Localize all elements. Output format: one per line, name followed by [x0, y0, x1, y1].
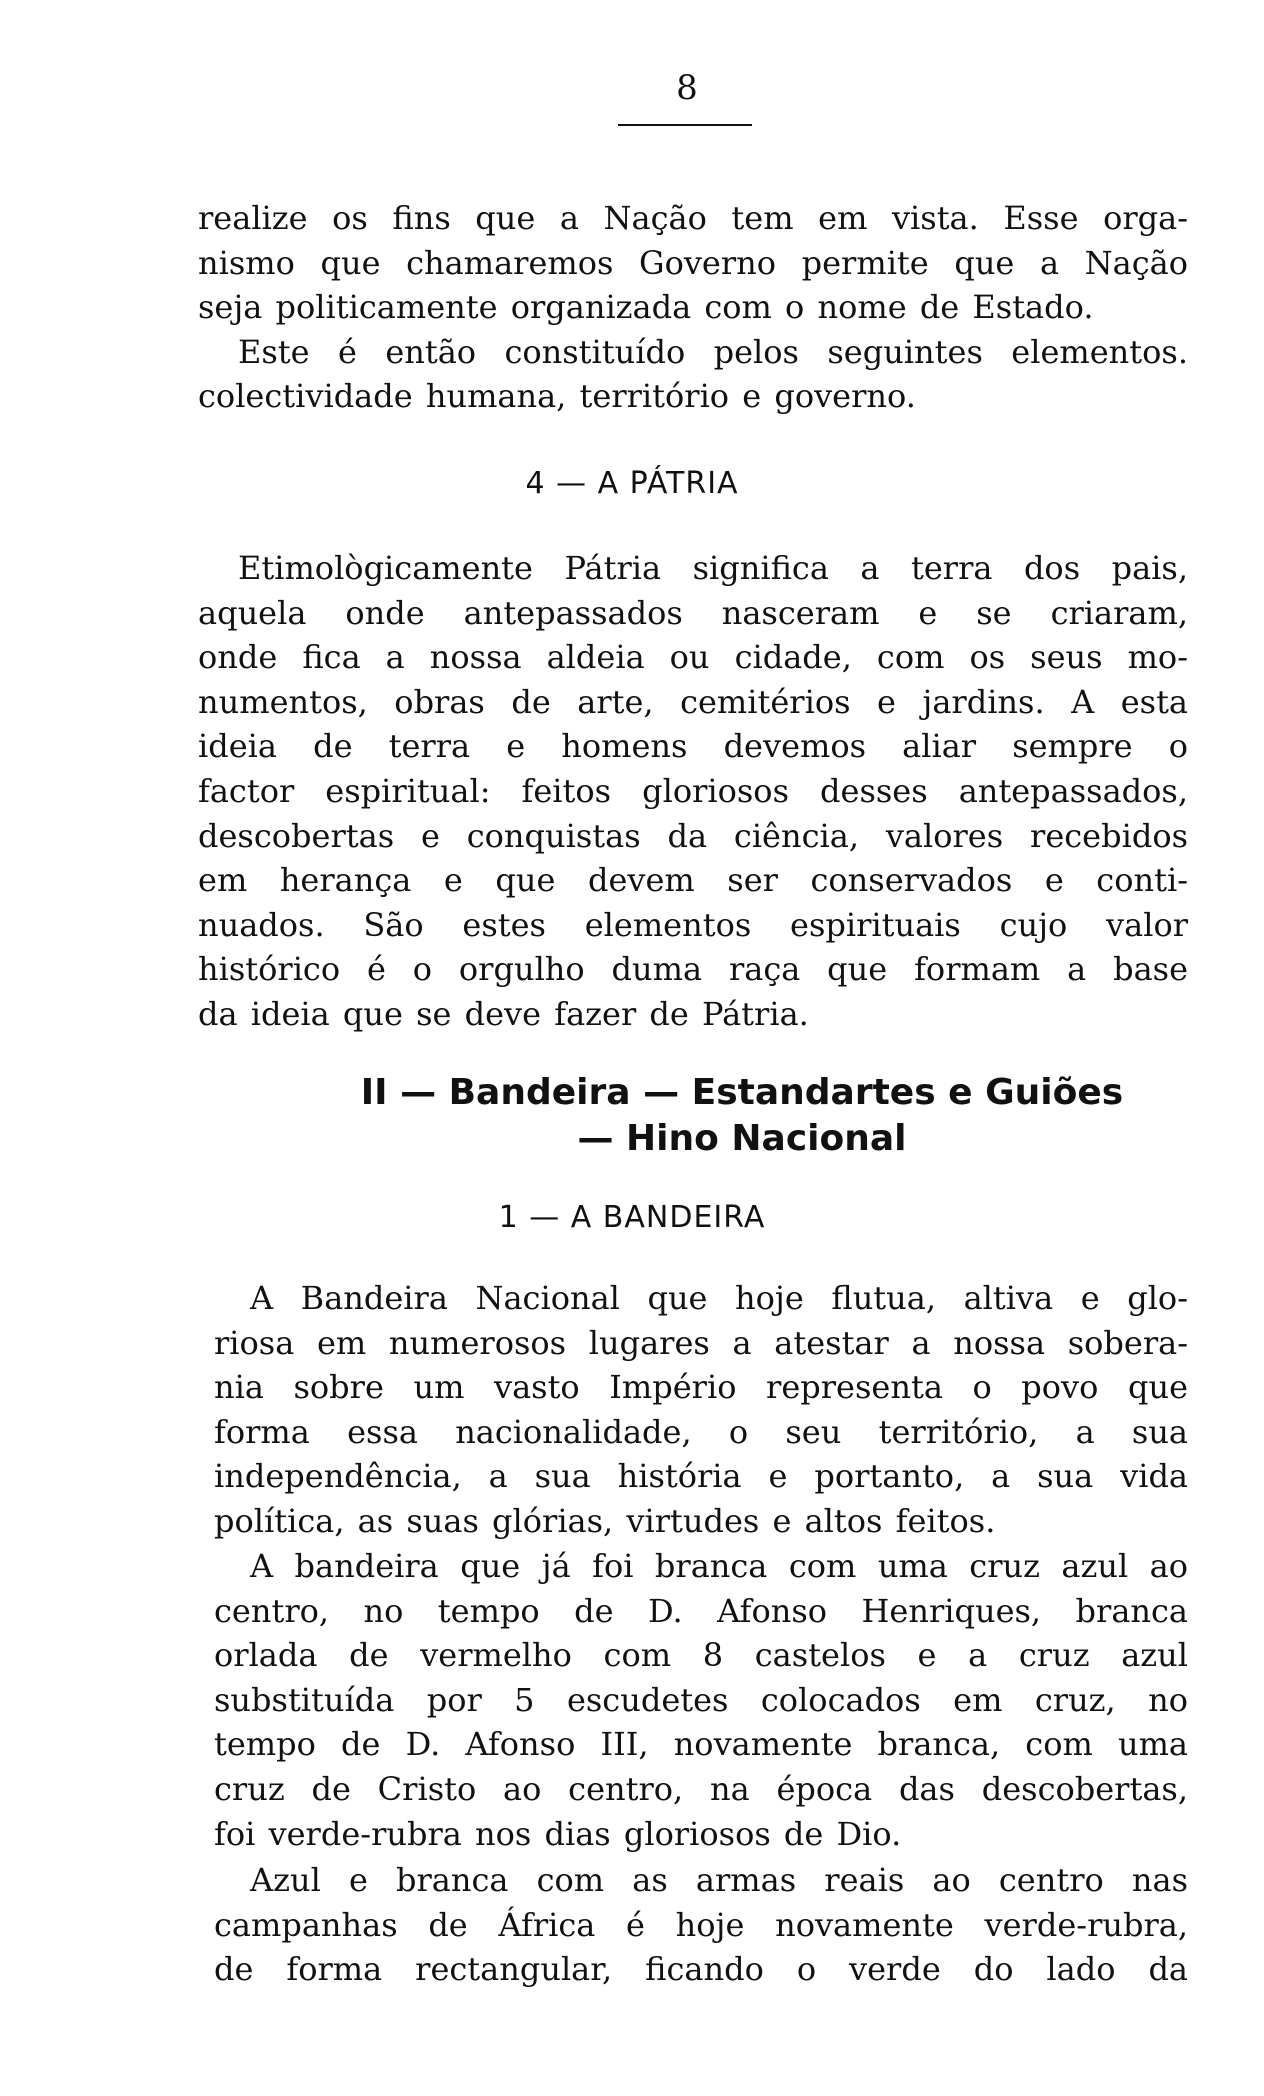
text-line: seja politicamente organizada com o nome de Estado.: [198, 288, 1094, 327]
text-line: nismo que chamaremos Governo permite que a Nação: [198, 243, 1188, 282]
patria-paragraph: [198, 546, 1188, 1037]
text-line: orlada de vermelho com 8 castelos e a cruz azul: [214, 1636, 1188, 1675]
bandeira-paragraph-2: [214, 1544, 1188, 1856]
text-line: riosa em numerosos lugares a atestar a nossa sobera-: [214, 1323, 1188, 1362]
section-heading-patria: 4 — A PÁTRIA: [525, 466, 739, 501]
text-line: da ideia que se deve fazer de Pátria.: [198, 994, 809, 1033]
text-line: política, as suas glórias, virtudes e altos feitos.: [214, 1501, 996, 1540]
text-line: forma essa nacionalidade, o seu território, a sua: [214, 1412, 1188, 1451]
text-line: colectividade humana, território e governo.: [198, 377, 916, 416]
chapter-heading-line-2: — Hino Nacional: [577, 1118, 907, 1159]
text-line: tempo de D. Afonso III, novamente branca, com uma: [214, 1725, 1188, 1764]
text-line: A bandeira que já foi branca com uma cruz azul ao: [250, 1547, 1188, 1585]
text-line: Este é então constituído pelos seguintes elementos.: [238, 332, 1188, 371]
text-line: de forma rectangular, ficando o verde do lado da: [214, 1950, 1188, 1989]
text-line: foi verde-rubra nos dias gloriosos de Dio.: [214, 1814, 902, 1853]
text-line: aquela onde antepassados nasceram e se criaram,: [198, 593, 1188, 632]
bandeira-paragraph-1: [214, 1276, 1188, 1544]
text-line: realize os fins que a Nação tem em vista. Esse orga-: [198, 199, 1188, 237]
chapter-heading: [0, 1070, 1264, 1162]
text-line: cruz de Cristo ao centro, na época das descobertas,: [214, 1769, 1188, 1808]
text-line: ideia de terra e homens devemos aliar sempre o: [198, 727, 1188, 766]
text-line: descobertas e conquistas da ciência, valores recebidos: [198, 816, 1188, 855]
chapter-heading-line-1: II — Bandeira — Estandartes e Guiões: [360, 1072, 1124, 1113]
text-line: nuados. São estes elementos espirituais cujo valor: [198, 905, 1188, 944]
text-line: campanhas de África é hoje novamente verde-rubra,: [214, 1905, 1188, 1944]
bandeira-paragraph-3: [214, 1858, 1188, 1992]
text-line: nia sobre um vasto Império representa o povo que: [214, 1368, 1188, 1407]
text-line: factor espiritual: feitos gloriosos desses antepassados,: [198, 771, 1188, 810]
text-line: Etimològicamente Pátria significa a terra dos pais,: [238, 549, 1188, 587]
text-line: numentos, obras de arte, cemitérios e jardins. A esta: [198, 682, 1188, 721]
text-line: Azul e branca com as armas reais ao centro nas: [250, 1861, 1188, 1899]
text-line: independência, a sua história e portanto, a sua vida: [214, 1457, 1188, 1496]
text-line: onde fica a nossa aldeia ou cidade, com os seus mo-: [198, 638, 1188, 677]
text-line: em herança e que devem ser conservados e conti-: [198, 861, 1188, 900]
text-line: substituída por 5 escudetes colocados em cruz, no: [214, 1680, 1188, 1719]
intro-paragraph: [198, 196, 1188, 419]
text-line: histórico é o orgulho duma raça que formam a base: [198, 950, 1188, 989]
text-line: A Bandeira Nacional que hoje flutua, altiva e glo-: [250, 1279, 1188, 1317]
page-number-rule: [618, 124, 752, 126]
text-line: centro, no tempo de D. Afonso Henriques, branca: [214, 1591, 1188, 1630]
page-number: 8: [676, 68, 698, 108]
section-heading-bandeira: 1 — A BANDEIRA: [498, 1200, 766, 1235]
